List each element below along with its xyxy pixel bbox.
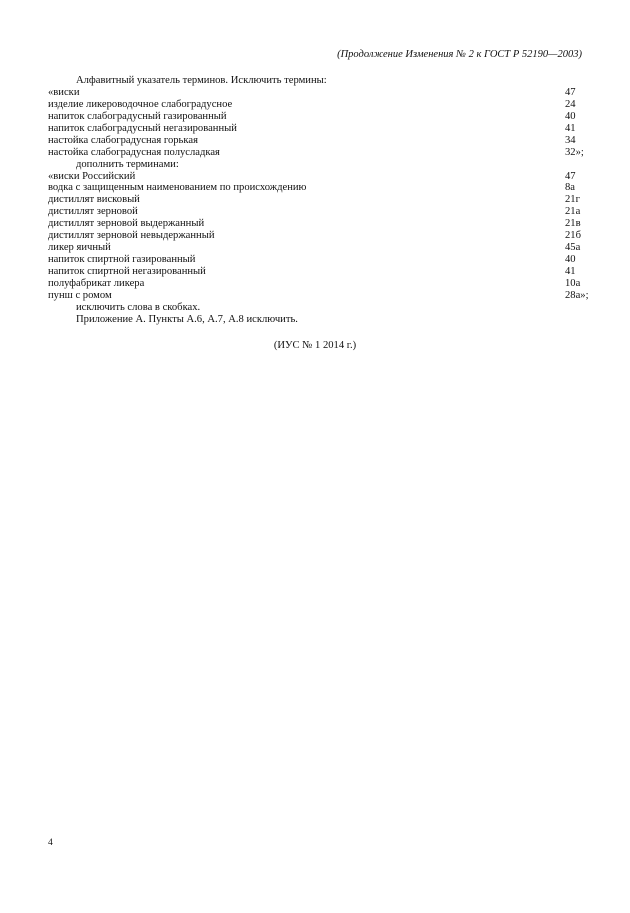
list-item — [48, 87, 582, 99]
term-text: полуфабрикат ликера — [48, 277, 145, 289]
term-ref: 40 — [565, 254, 576, 266]
term-text: напиток слабоградусный негазированный — [48, 122, 237, 134]
list-item — [48, 242, 582, 254]
list-item — [48, 218, 582, 230]
term-text: изделие ликероводочное слабоградусное — [48, 98, 233, 110]
appendix-line — [48, 314, 582, 326]
term-ref: 28а»; — [565, 289, 589, 301]
term-ref: 8а — [565, 182, 575, 194]
term-ref: 24 — [565, 98, 576, 110]
term-text: «виски — [48, 86, 80, 98]
list-item — [48, 147, 582, 159]
term-ref: 40 — [565, 110, 576, 122]
added-terms-list — [48, 170, 589, 302]
term-text: дистиллят зерновой невыдержанный — [48, 230, 215, 242]
list-item — [48, 289, 589, 302]
intro-text: Алфавитный указатель терминов. Исключить термины: — [76, 75, 327, 86]
term-text: настойка слабоградусная полусладкая — [48, 146, 220, 158]
page-header: (Продолжение Изменения № 2 к ГОСТ Р 52190—2003) — [337, 49, 582, 60]
list-item — [48, 278, 582, 290]
list-item — [48, 111, 582, 123]
term-ref: 41 — [565, 266, 576, 277]
list-item — [48, 182, 582, 194]
term-text: водка с защищенным наименованием по происхождению — [48, 182, 307, 194]
excluded-terms-list — [48, 87, 582, 159]
list-item — [48, 266, 582, 278]
term-ref: 32»; — [565, 146, 584, 158]
add-intro-text: дополнить терминами: — [76, 158, 179, 170]
term-ref: 47 — [565, 170, 576, 182]
list-item — [48, 123, 582, 135]
term-ref: 41 — [565, 122, 576, 134]
term-text: пунш с ромом — [48, 289, 112, 301]
list-item — [48, 230, 582, 242]
term-ref: 21б — [565, 230, 581, 242]
remove-brackets-text: исключить слова в скобках. — [76, 301, 201, 313]
appendix-text: Приложение А. Пункты А.6, А.7, А.8 исключить. — [76, 313, 298, 325]
term-ref: 21г — [565, 194, 580, 206]
list-item — [48, 99, 582, 111]
remove-brackets-line — [48, 302, 582, 314]
term-ref: 10а — [565, 277, 581, 289]
term-text: дистиллят зерновой выдержанный — [48, 218, 205, 230]
terms-block — [48, 75, 589, 326]
list-item — [48, 194, 582, 206]
add-intro-line — [48, 159, 582, 171]
intro-line — [48, 75, 582, 87]
list-item — [48, 206, 582, 218]
term-text: настойка слабоградусная горькая — [48, 134, 198, 146]
term-text: напиток слабоградусный газированный — [48, 110, 227, 122]
list-item — [48, 171, 582, 183]
term-ref: 45а — [565, 242, 581, 254]
term-ref: 21а — [565, 206, 581, 218]
term-text: ликер яичный — [48, 242, 111, 254]
ius-reference: (ИУС № 1 2014 г.) — [273, 340, 357, 351]
term-ref: 47 — [565, 86, 576, 98]
term-text: «виски Российский — [48, 170, 136, 182]
term-ref: 21в — [565, 218, 581, 230]
list-item — [48, 135, 582, 147]
term-text: напиток спиртной негазированный — [48, 266, 206, 277]
list-item — [48, 254, 582, 266]
term-text: дистиллят зерновой — [48, 206, 138, 218]
term-ref: 34 — [565, 134, 576, 146]
term-text: дистиллят висковый — [48, 194, 140, 206]
term-text: напиток спиртной газированный — [48, 254, 196, 266]
page-number: 4 — [48, 838, 53, 848]
